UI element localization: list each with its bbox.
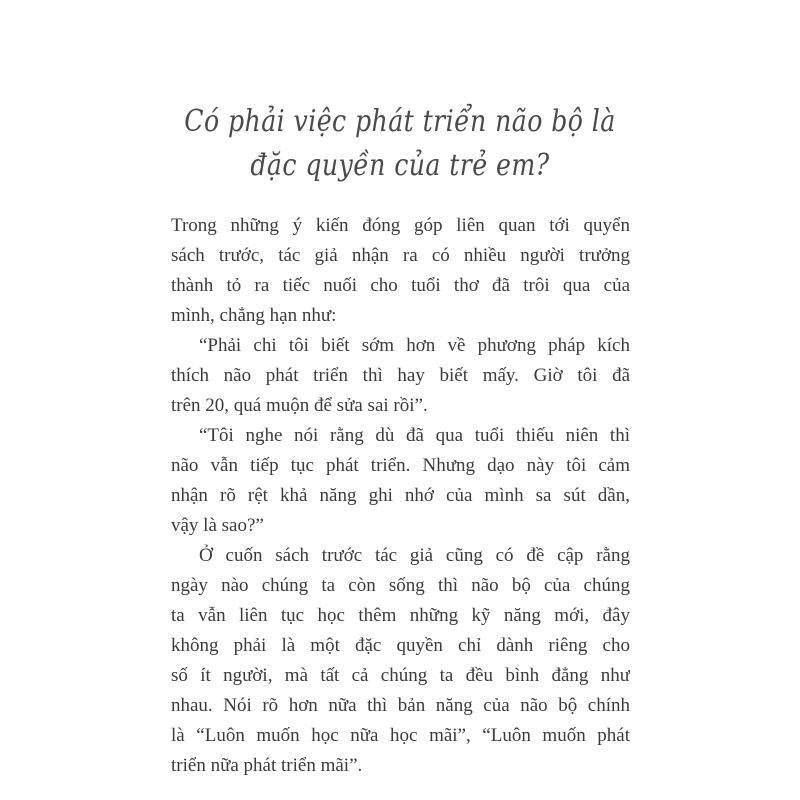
paragraph (171, 331, 630, 421)
text-line: số ít người, mà tất cả chúng ta đều bình đẳng như (171, 665, 630, 686)
paragraph (171, 541, 630, 781)
text-line: thành tỏ ra tiếc nuối cho tuổi thơ đã trôi qua của (171, 275, 630, 296)
text-line: mình, chẳng hạn như: (171, 305, 337, 326)
paragraph (171, 211, 630, 331)
text-line: nhận rõ rệt khả năng ghi nhớ của mình sa sút dần, (171, 485, 630, 506)
text-line: “Phải chi tôi biết sớm hơn về phương pháp kích (199, 335, 630, 356)
text-line: Ở cuốn sách trước tác giả cũng có đề cập rằng (199, 545, 630, 566)
text-line: Trong những ý kiến đóng góp liên quan tới quyển (171, 215, 630, 236)
text-line: trên 20, quá muộn để sửa sai rồi”. (171, 395, 428, 416)
text-line: sách trước, tác giả nhận ra có nhiều người trưởng (171, 245, 630, 266)
text-line: não vẫn tiếp tục phát triển. Nhưng dạo này tôi cảm (171, 455, 630, 476)
text-line: là “Luôn muốn học nữa học mãi”, “Luôn muốn phát (171, 725, 630, 746)
text-line: triển nữa phát triển mãi”. (171, 755, 363, 776)
text-line: thích não phát triển thì hay biết mấy. Giờ tôi đã (171, 365, 630, 386)
text-line: không phải là một đặc quyền chỉ dành riêng cho (171, 635, 630, 656)
paragraph (171, 421, 630, 541)
text-line: nhau. Nói rõ hơn nữa thì bản năng của não bộ chính (171, 695, 630, 716)
text-line: ngày nào chúng ta còn sống thì não bộ của chúng (171, 575, 630, 596)
chapter-title (0, 100, 800, 188)
text-line: vậy là sao?” (171, 515, 264, 536)
text-line: ta vẫn liên tục học thêm những kỹ năng mới, đây (171, 605, 630, 626)
body-text (171, 211, 630, 781)
chapter-title-line-2: đặc quyền của trẻ em? (250, 148, 550, 183)
text-line: “Tôi nghe nói rằng dù đã qua tuổi thiếu niên thì (199, 425, 630, 446)
chapter-title-line-1: Có phải việc phát triển não bộ là (184, 104, 616, 139)
